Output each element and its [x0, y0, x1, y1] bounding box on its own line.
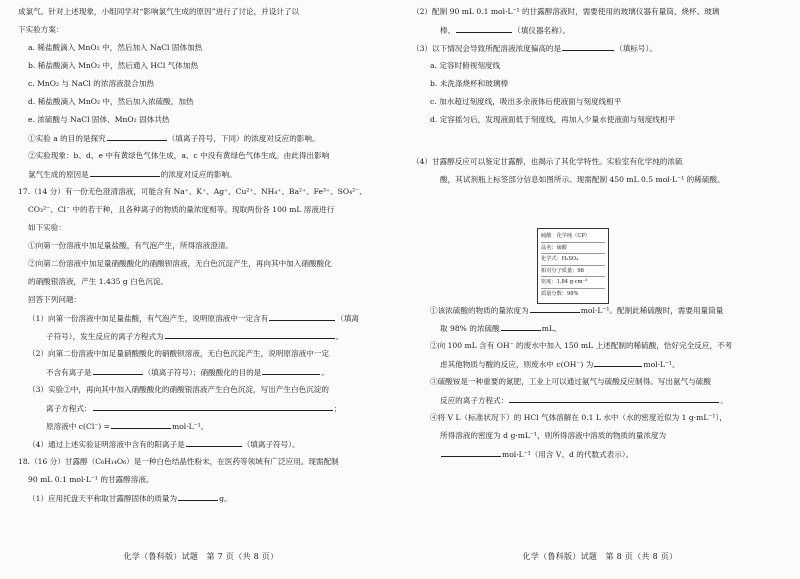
option-b: b. 未洗涤烧杯和玻璃棒 — [430, 79, 509, 88]
label-line: 化学式：H₂SO₄ — [541, 254, 605, 266]
question-line — [440, 322, 788, 334]
page-footer: 化学（鲁科版）试题 第 8 页（共 8 页） — [522, 552, 678, 561]
answer-blank[interactable] — [107, 132, 167, 141]
question-line — [28, 168, 384, 180]
text-part: mol·L⁻¹。 — [643, 360, 680, 369]
answer-blank[interactable] — [530, 304, 580, 313]
text-line: 成氯气。针对上述现象，小组同学对“影响氯气生成的原因”进行了讨论，并设计了以 — [18, 7, 300, 16]
text-part: 不含有离子是 — [46, 368, 92, 377]
text-part: mL。 — [541, 324, 562, 333]
question-line — [46, 402, 384, 414]
text-line: 下实验方案： — [18, 25, 64, 34]
text-part: 的浓度对反应的影响。 — [160, 170, 237, 179]
text-line: CO₃²⁻、Cl⁻ 中的若干种，且各种离子的物质的量浓度相等。现取两份各 100 mL 溶液进行 — [28, 205, 335, 214]
reagent-label — [537, 228, 609, 304]
text-part: g。 — [219, 494, 232, 503]
text-line: （3）实验②中，再向其中加入硝酸酸化的硝酸银溶液产生白色沉淀，写出产生白色沉淀的 — [28, 385, 329, 394]
text-line: （2）向第二份溶液中加足量硝酸酸化的硝酸钡溶液，无白色沉淀产生，说明原溶液中一定 — [28, 349, 329, 358]
text-part: ； — [333, 404, 342, 413]
text-part: （4）通过上述实验证明溶液中含有的阳离子是 — [28, 440, 185, 449]
question-line — [28, 132, 384, 144]
question-line — [440, 24, 788, 36]
option-b: b. 稀盐酸滴入 MnO₂ 中，然后通入 HCl 气体加热 — [28, 61, 199, 70]
option-a: a. 定容时俯视刻度线 — [430, 61, 501, 70]
answer-blank[interactable] — [509, 394, 719, 403]
question-line — [46, 420, 384, 432]
text-part: ①实验 a 的目的是探究 — [28, 134, 106, 143]
text-part: 。 — [321, 368, 329, 377]
option-a: a. 稀盐酸滴入 MnO₂ 中，然后加入 NaCl 固体加热 — [28, 43, 203, 52]
text-part: （3）以下情况会导致所配溶液浓度偏高的是 — [412, 44, 562, 53]
text-part: 原溶液中 c(Cl⁻) = — [46, 422, 110, 431]
text-part: 。 — [335, 332, 344, 341]
text-part: mol·L⁻¹（用含 V、d 的代数式表示）。 — [502, 450, 634, 459]
answer-blank[interactable] — [456, 24, 512, 33]
text-part: 氯气生成的原因是 — [28, 170, 89, 179]
question-line — [430, 304, 788, 316]
question-line — [412, 42, 788, 54]
text-part: 虑其他物质与酸的反应，则废水中 c(OH⁻) 为 — [440, 360, 594, 369]
answer-blank[interactable] — [594, 358, 642, 367]
answer-blank[interactable] — [165, 330, 335, 339]
page-8 — [412, 6, 788, 574]
text-line: ②实验现象：b、d、e 中有黄绿色气体生成，a、c 中没有黄绿色气体生成。由此得出影响 — [28, 151, 330, 160]
answer-blank[interactable] — [111, 420, 171, 429]
text-part: mol·L⁻¹。配制此稀硫酸时，需要用量筒量 — [580, 306, 724, 315]
text-part: mol·L⁻¹。 — [172, 422, 209, 431]
question-18-header: 18.（16 分）甘露醇（C₆H₁₄O₆）是一种白色结晶性粉末，在医药等领域有广泛应用。现需配制 — [18, 457, 339, 466]
question-line — [46, 330, 384, 342]
text-part: 。 — [720, 396, 728, 405]
answer-blank[interactable] — [178, 492, 218, 501]
option-c: c. 加水超过刻度线，吸出多余液体后使液面与刻度线相平 — [430, 97, 622, 106]
label-line: 质量分数：98% — [541, 290, 579, 297]
text-part: 取 98% 的浓硫酸 — [440, 324, 500, 333]
text-part: 反应的离子方程式： — [440, 396, 509, 405]
text-line: 酸，其试剂瓶上标签部分信息如图所示。现需配制 450 mL 0.5 mol·L⁻¹ 的稀硫酸。 — [440, 175, 725, 184]
text-part: （填离子符号）。 — [242, 440, 300, 449]
text-part: （填离 — [336, 314, 360, 323]
option-c: c. MnO₂ 与 NaCl 的浓溶液混合加热 — [28, 79, 155, 88]
text-line: 的硝酸银溶液，产生 1.435 g 白色沉淀。 — [28, 277, 169, 286]
label-line: 密度：1.84 g·cm⁻³ — [541, 277, 605, 289]
question-line — [28, 312, 384, 324]
answer-blank[interactable] — [186, 438, 242, 447]
text-part: （填离子符号）；硝酸酸化的目的是 — [143, 368, 262, 377]
question-line — [28, 492, 384, 504]
text-part: 离子方程式： — [46, 404, 92, 413]
text-part: 子符号），发生反应的离子方程式为 — [46, 332, 164, 341]
text-line: ④将 V L（标准状况下）的 HCl 气体溶解在 0.1 L 水中（水的密度近似为 1 g·mL⁻¹）， — [430, 413, 727, 422]
question-line — [440, 394, 788, 406]
text-line: 如下实验： — [28, 223, 66, 232]
text-line: 所得溶液的密度为 d g·mL⁻¹，则所得溶液中溶质的物质的量浓度为 — [440, 431, 667, 440]
option-d: d. 定容摇匀后，发现液面低于刻度线，再加入少量水使液面与刻度线相平 — [430, 115, 676, 124]
answer-blank[interactable] — [501, 322, 541, 331]
answer-blank[interactable] — [93, 366, 143, 375]
text-part: ①该浓硫酸的物质的量浓度为 — [430, 306, 529, 315]
page-7 — [18, 6, 384, 574]
label-line: 硫酸 化学纯（CP） — [541, 231, 605, 243]
text-line: ②向 100 mL 含有 OH⁻ 的废水中加入 150 mL 上述配制的稀硫酸，恰好完全反应，不考 — [430, 341, 733, 350]
text-line: （4）甘露醇反应可以鉴定甘露醇，也揭示了其化学特性。实验室有化学纯的浓硫 — [412, 157, 683, 166]
option-e: e. 浓硫酸与 NaCl 固体、MnO₂ 固体共热 — [28, 115, 170, 124]
text-line: 回答下列问题： — [28, 295, 82, 304]
answer-blank[interactable] — [269, 312, 335, 321]
option-d: d. 稀盐酸滴入 MnO₂ 中，然后加入浓硫酸，加热 — [28, 97, 194, 106]
answer-blank[interactable] — [262, 366, 320, 375]
text-line: ②向第二份溶液中加足量硝酸酸化的硝酸钡溶液，无白色沉淀产生，再向其中加入硝酸酸化 — [28, 259, 332, 268]
answer-blank[interactable] — [562, 42, 614, 51]
text-part: （填离子符号，下同）的浓度对反应的影响。 — [167, 134, 320, 143]
label-line: 品名：硫酸 — [541, 243, 605, 255]
text-part: （填标号）。 — [615, 44, 657, 53]
label-line: 相对分子质量：98 — [541, 266, 605, 278]
text-line: （2）配制 90 mL 0.1 mol·L⁻¹ 的甘露醇溶液时，需要使用的玻璃仪器有量筒、烧杯、玻璃 — [412, 7, 720, 16]
answer-blank[interactable] — [441, 448, 501, 457]
text-part: 棒、 — [440, 26, 456, 35]
question-line — [46, 366, 384, 378]
question-line — [440, 448, 788, 460]
text-line: 90 mL 0.1 mol·L⁻¹ 的甘露醇溶液。 — [28, 475, 154, 484]
page-footer: 化学（鲁科版）试题 第 7 页（共 8 页） — [123, 552, 279, 561]
text-line: ①向第一份溶液中加足量盐酸，有气泡产生，所得溶液澄清。 — [28, 241, 234, 250]
text-line: ③硫酸铵是一种重要的氮肥，工业上可以通过氨气与硫酸反应制得。写出氨气与硫酸 — [430, 377, 711, 386]
question-17-header: 17.（14 分）有一份无色澄清溶液，可能含有 Na⁺、K⁺、Ag⁺、Cu²⁺、NH₄⁺、Ba²⁺、Fe³⁺、SO₄²⁻、 — [18, 187, 367, 196]
text-part: （填仪器名称）。 — [513, 26, 571, 35]
question-line — [28, 438, 384, 450]
text-part: （1）应用托盘天平称取甘露醇固体的质量为 — [28, 494, 178, 503]
question-line — [440, 358, 788, 370]
answer-blank[interactable] — [90, 168, 160, 177]
text-part: （1）向第一份溶液中加足量盐酸，有气泡产生，说明原溶液中一定含有 — [28, 314, 269, 323]
answer-blank[interactable] — [93, 402, 333, 411]
